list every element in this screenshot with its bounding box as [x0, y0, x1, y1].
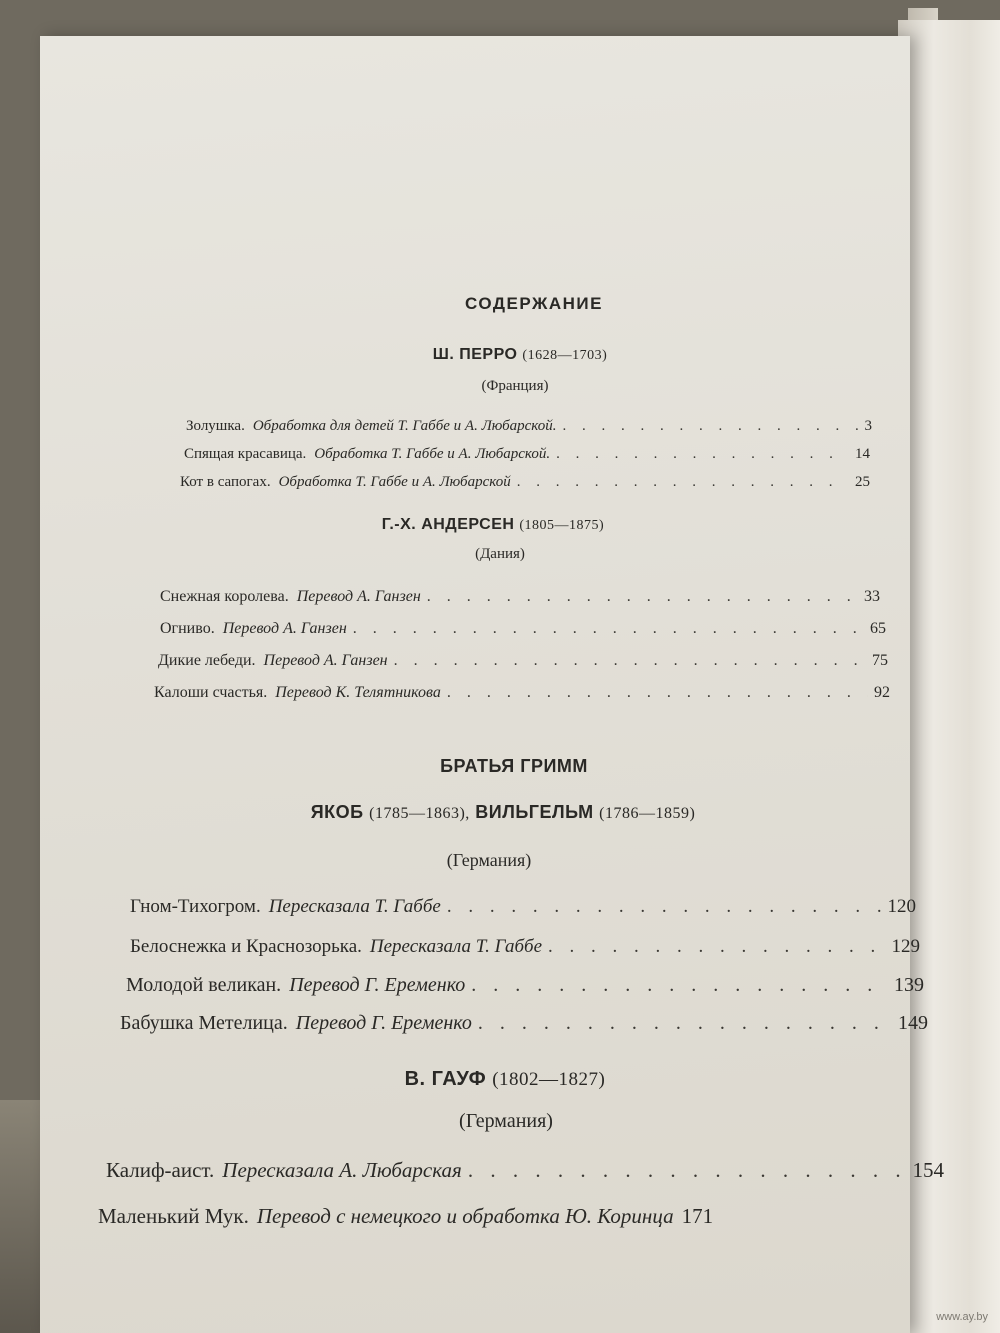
author-name: Ш. ПЕРРО [432, 346, 518, 363]
entry-credit: Обработка Т. Габбе и А. Любарской [278, 474, 511, 490]
leader-dots [548, 936, 885, 958]
leader-dots [556, 446, 849, 463]
entry-page: 120 [887, 896, 916, 917]
entry-title: Спящая красавица. [184, 446, 307, 462]
entry-page: 149 [898, 1012, 928, 1034]
section-author-andersen [318, 516, 668, 534]
toc-entry [130, 936, 920, 958]
section-country-hauff: (Германия) [459, 1110, 553, 1132]
leader-dots [471, 974, 888, 997]
leader-dots [427, 588, 858, 606]
entry-credit: Пересказала А. Любарская [222, 1158, 462, 1182]
entry-credit: Перевод К. Телятникова [275, 684, 441, 701]
entry-credit: Пересказала Т. Габбе [369, 936, 543, 957]
entry-title: Кот в сапогах. [180, 474, 271, 490]
entry-credit: Перевод Г. Еременко [289, 974, 466, 996]
entry-title: Бабушка Метелица. [120, 1012, 288, 1034]
entry-title: Снежная королева. [160, 588, 289, 605]
entry-credit: Перевод Г. Еременко [295, 1012, 472, 1034]
author-years: (1802—1827) [492, 1069, 606, 1090]
toc-entry [158, 652, 888, 670]
entry-page: 3 [864, 418, 872, 434]
section-author-hauff [360, 1068, 650, 1091]
entry-title: Молодой великан. [126, 974, 282, 996]
toc-entry [106, 1158, 944, 1183]
toc-entry [130, 896, 916, 918]
leader-dots [447, 684, 868, 702]
author-years: (1785—1863), [369, 805, 470, 822]
section-author-perrault [370, 346, 670, 364]
leader-dots [563, 418, 859, 435]
leader-dots [468, 1158, 907, 1183]
author-years: (1628—1703) [522, 348, 608, 363]
toc-entry [154, 684, 890, 702]
author-name: ВИЛЬГЕЛЬМ [475, 802, 594, 822]
leader-dots [447, 896, 882, 918]
entry-credit: Обработка Т. Габбе и А. Любарской. [314, 446, 551, 462]
entry-page: 14 [855, 446, 870, 462]
section-author-grimm: БРАТЬЯ ГРИММ [440, 756, 588, 776]
toc-entry [184, 446, 870, 463]
toc-entry [126, 974, 924, 997]
entry-page: 92 [874, 684, 890, 701]
entry-title: Золушка. [186, 418, 245, 434]
section-country-andersen: (Дания) [475, 546, 525, 562]
entry-title: Белоснежка и Краснозорька. [130, 936, 362, 957]
watermark: www.ay.by [936, 1311, 988, 1323]
leader-dots [478, 1012, 892, 1035]
entry-page: 139 [894, 974, 924, 996]
entry-credit: Пересказала Т. Габбе [268, 896, 441, 917]
toc-entry [160, 620, 886, 638]
entry-credit: Перевод А. Ганзен [263, 652, 388, 669]
author-name: Г.-Х. АНДЕРСЕН [381, 516, 515, 533]
toc-entry [186, 418, 872, 435]
toc-entry [160, 588, 880, 606]
entry-credit: Обработка для детей Т. Габбе и А. Любарской. [252, 418, 557, 434]
entry-page: 25 [855, 474, 870, 490]
entry-page: 129 [891, 936, 920, 957]
entry-page: 171 [681, 1204, 714, 1228]
entry-page: 154 [912, 1158, 944, 1182]
leader-dots [517, 474, 849, 491]
leader-dots [394, 652, 866, 670]
entry-title: Калоши счастья. [154, 684, 268, 701]
toc-title: СОДЕРЖАНИЕ [465, 294, 603, 313]
entry-title: Маленький Мук. [98, 1204, 249, 1228]
entry-credit: Перевод А. Ганзен [296, 588, 421, 605]
section-country-grimm: (Германия) [446, 850, 532, 870]
entry-credit: Перевод с немецкого и обработка Ю. Коринца [256, 1204, 674, 1228]
author-name: В. ГАУФ [404, 1068, 487, 1090]
author-years: (1805—1875) [519, 518, 605, 533]
entry-page: 33 [864, 588, 880, 605]
author-name: ЯКОБ [310, 802, 364, 822]
entry-title: Калиф-аист. [106, 1158, 215, 1182]
section-author-grimm-names [218, 802, 788, 823]
entry-title: Дикие лебеди. [158, 652, 256, 669]
entry-title: Гном-Тихогром. [130, 896, 261, 917]
entry-title: Огниво. [160, 620, 215, 637]
section-country-perrault: (Франция) [481, 378, 549, 394]
author-years: (1786—1859) [599, 805, 696, 822]
toc-entry [180, 474, 870, 491]
entry-page: 75 [872, 652, 888, 669]
leader-dots [353, 620, 864, 638]
toc-entry [98, 1204, 946, 1229]
toc-entry [120, 1012, 928, 1035]
entry-page: 65 [870, 620, 886, 637]
entry-credit: Перевод А. Ганзен [222, 620, 347, 637]
